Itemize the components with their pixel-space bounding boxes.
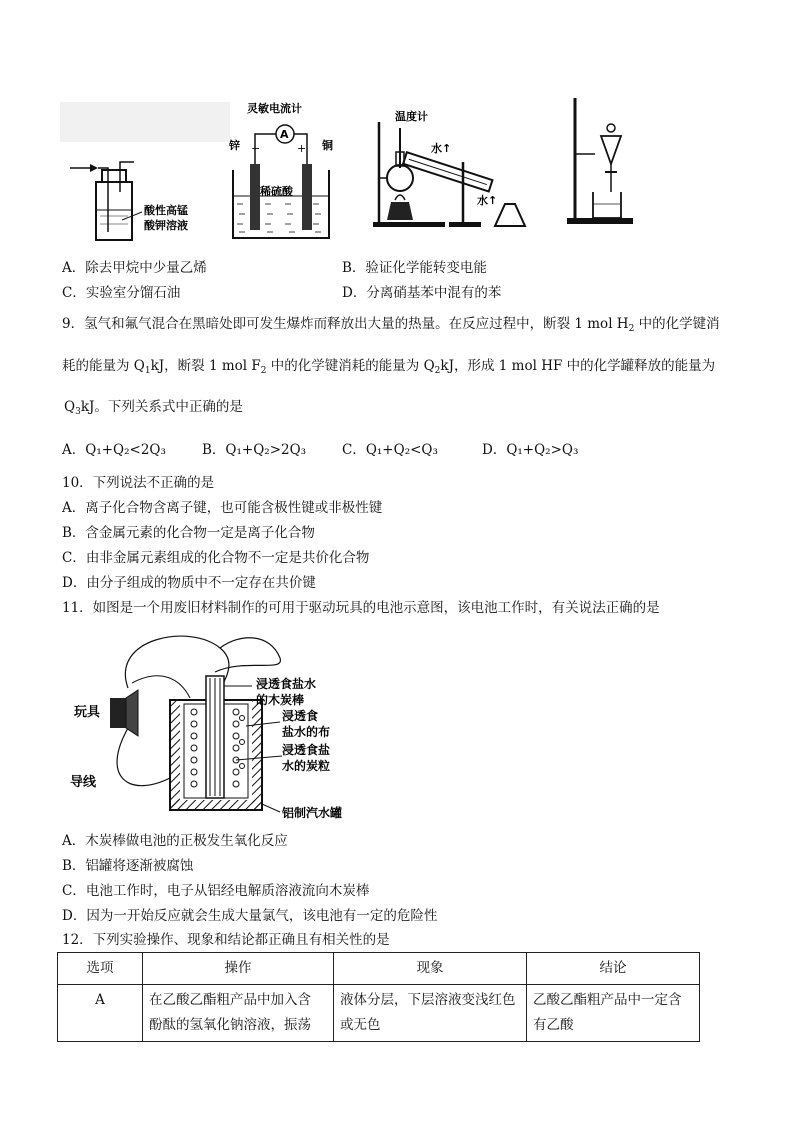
phenomenon-line-2: 或无色	[340, 1017, 381, 1033]
q11-option-a: A．木炭棒做电池的正极发生氧化反应	[62, 833, 288, 849]
conclusion-line-2: 有乙酸	[533, 1017, 574, 1033]
fig11-carbon-label-2: 水的炭粒	[282, 759, 331, 773]
q10-option-d: D．由分子组成的物质中不一定存在共价键	[62, 575, 316, 591]
q8-option-d: D．分离硝基苯中混有的苯	[342, 285, 502, 301]
q8-option-c: C．实验室分馏石油	[62, 285, 181, 301]
fig8-plus-label: +	[297, 142, 307, 155]
q9-line2-sub3: 2	[434, 366, 441, 376]
q9-line1-sub: 2	[628, 324, 635, 334]
fig8-kmno4-label-2: 酸钾溶液	[144, 219, 188, 232]
figure-galvanic-cell	[225, 92, 345, 247]
figure-distillation	[365, 92, 535, 232]
fig8-meter-symbol: A	[280, 128, 289, 141]
q10-stem: 10．下列说法不正确的是	[62, 475, 215, 491]
fig8-zinc-label: 锌	[229, 139, 240, 152]
q9-line1-post: 中的化学键消	[634, 316, 720, 332]
q12-table	[57, 952, 700, 1042]
fig8-water-in-label: 水↑	[477, 194, 498, 207]
fig8-water-out-label: 水↑	[431, 142, 452, 155]
q9-line2-a: 耗的能量为 Q	[62, 358, 145, 374]
q8-option-b: B．验证化学能转变电能	[342, 260, 487, 276]
phenomenon-line-1: 液体分层，下层溶液变浅红色	[340, 992, 516, 1008]
fig8-minus-label: −	[251, 142, 261, 155]
table-cell-option: A	[58, 985, 143, 1042]
figure-toy-battery	[70, 628, 370, 828]
figure-gas-washing-bottle	[60, 92, 230, 252]
q9-line1-pre: 9．氢气和氟气混合在黑暗处即可发生爆炸而释放出大量的热量。在反应过程中，断裂 1 mol H	[62, 316, 629, 332]
table-header-operation: 操作	[143, 953, 334, 985]
q9-line2-b: kJ，断裂 1 mol F	[150, 358, 261, 374]
table-row	[58, 985, 700, 1042]
q9-stem-line-2	[62, 356, 715, 381]
q11-option-c: C．电池工作时，电子从铝经电解质溶液流向木炭棒	[62, 883, 370, 899]
fig8-galvanometer-label: 灵敏电流计	[247, 102, 302, 115]
table-header-phenomenon: 现象	[334, 953, 527, 985]
fig11-rod-label-2: 的木炭棒	[256, 693, 305, 707]
table-cell-operation	[143, 985, 334, 1042]
q9-stem-line-1	[62, 314, 720, 339]
q8-option-a: A．除去甲烷中少量乙烯	[62, 260, 207, 276]
figure-separatory-funnel	[565, 92, 645, 232]
q9-line2-c: 中的化学键消耗的能量为 Q	[266, 358, 435, 374]
fig8-acid-label: 稀硫酸	[260, 185, 293, 198]
table-header-option: 选项	[58, 953, 143, 985]
q9-line2-sub1: 1	[144, 366, 151, 376]
q11-option-d: D．因为一开始反应就会生成大量氯气，该电池有一定的危险性	[62, 908, 438, 924]
fig8-thermometer-label: 温度计	[395, 110, 428, 123]
q10-option-a: A．离子化合物含离子键，也可能含极性键或非极性键	[62, 500, 383, 516]
q9-option-b: B．Q₁+Q₂>2Q₃	[202, 442, 307, 458]
table-header-row	[58, 953, 700, 985]
operation-line-2: 酚酞的氢氧化钠溶液，振荡	[149, 1017, 311, 1033]
q9-line3-a: Q	[64, 399, 76, 415]
fig11-can-label: 铝制汽水罐	[282, 806, 343, 820]
table-cell-conclusion	[527, 985, 700, 1042]
fig11-rod-label-1: 浸透食盐水	[256, 677, 317, 691]
fig11-wire-label: 导线	[70, 775, 97, 790]
q9-option-a: A．Q₁+Q₂<2Q₃	[62, 442, 166, 458]
q9-stem-line-3	[64, 397, 243, 422]
fig8-kmno4-label-1: 酸性高锰	[144, 204, 188, 217]
conclusion-line-1: 乙酸乙酯粗产品中一定含	[533, 992, 682, 1008]
q9-line3-sub: 3	[75, 407, 81, 417]
fig11-toy-label: 玩具	[74, 705, 101, 720]
q11-stem: 11．如图是一个用废旧材料制作的可用于驱动玩具的电池示意图，该电池工作时，有关说法正确的是	[62, 600, 660, 616]
q9-line2-d: kJ，形成 1 mol HF 中的化学罐释放的能量为	[440, 358, 716, 374]
table-cell-phenomenon	[334, 985, 527, 1042]
q9-option-c: C．Q₁+Q₂<Q₃	[342, 442, 438, 458]
q9-line3-b: kJ。下列关系式中正确的是	[80, 399, 243, 415]
table-header-conclusion: 结论	[527, 953, 700, 985]
q11-option-b: B．铝罐将逐渐被腐蚀	[62, 858, 194, 874]
fig11-cloth-label-1: 浸透食	[282, 709, 319, 723]
q10-option-b: B．含金属元素的化合物一定是离子化合物	[62, 525, 315, 541]
fig8-copper-label: 铜	[322, 139, 333, 152]
operation-line-1: 在乙酸乙酯粗产品中加入含	[149, 992, 311, 1008]
fig11-carbon-label-1: 浸透食盐	[282, 743, 331, 757]
q10-option-c: C．由非金属元素组成的化合物不一定是共价化合物	[62, 550, 370, 566]
fig11-cloth-label-2: 盐水的布	[282, 725, 331, 739]
q12-stem: 12．下列实验操作、现象和结论都正确且有相关性的是	[62, 932, 390, 948]
q9-line2-sub2: 2	[260, 366, 267, 376]
q9-option-d: D．Q₁+Q₂>Q₃	[482, 442, 579, 458]
